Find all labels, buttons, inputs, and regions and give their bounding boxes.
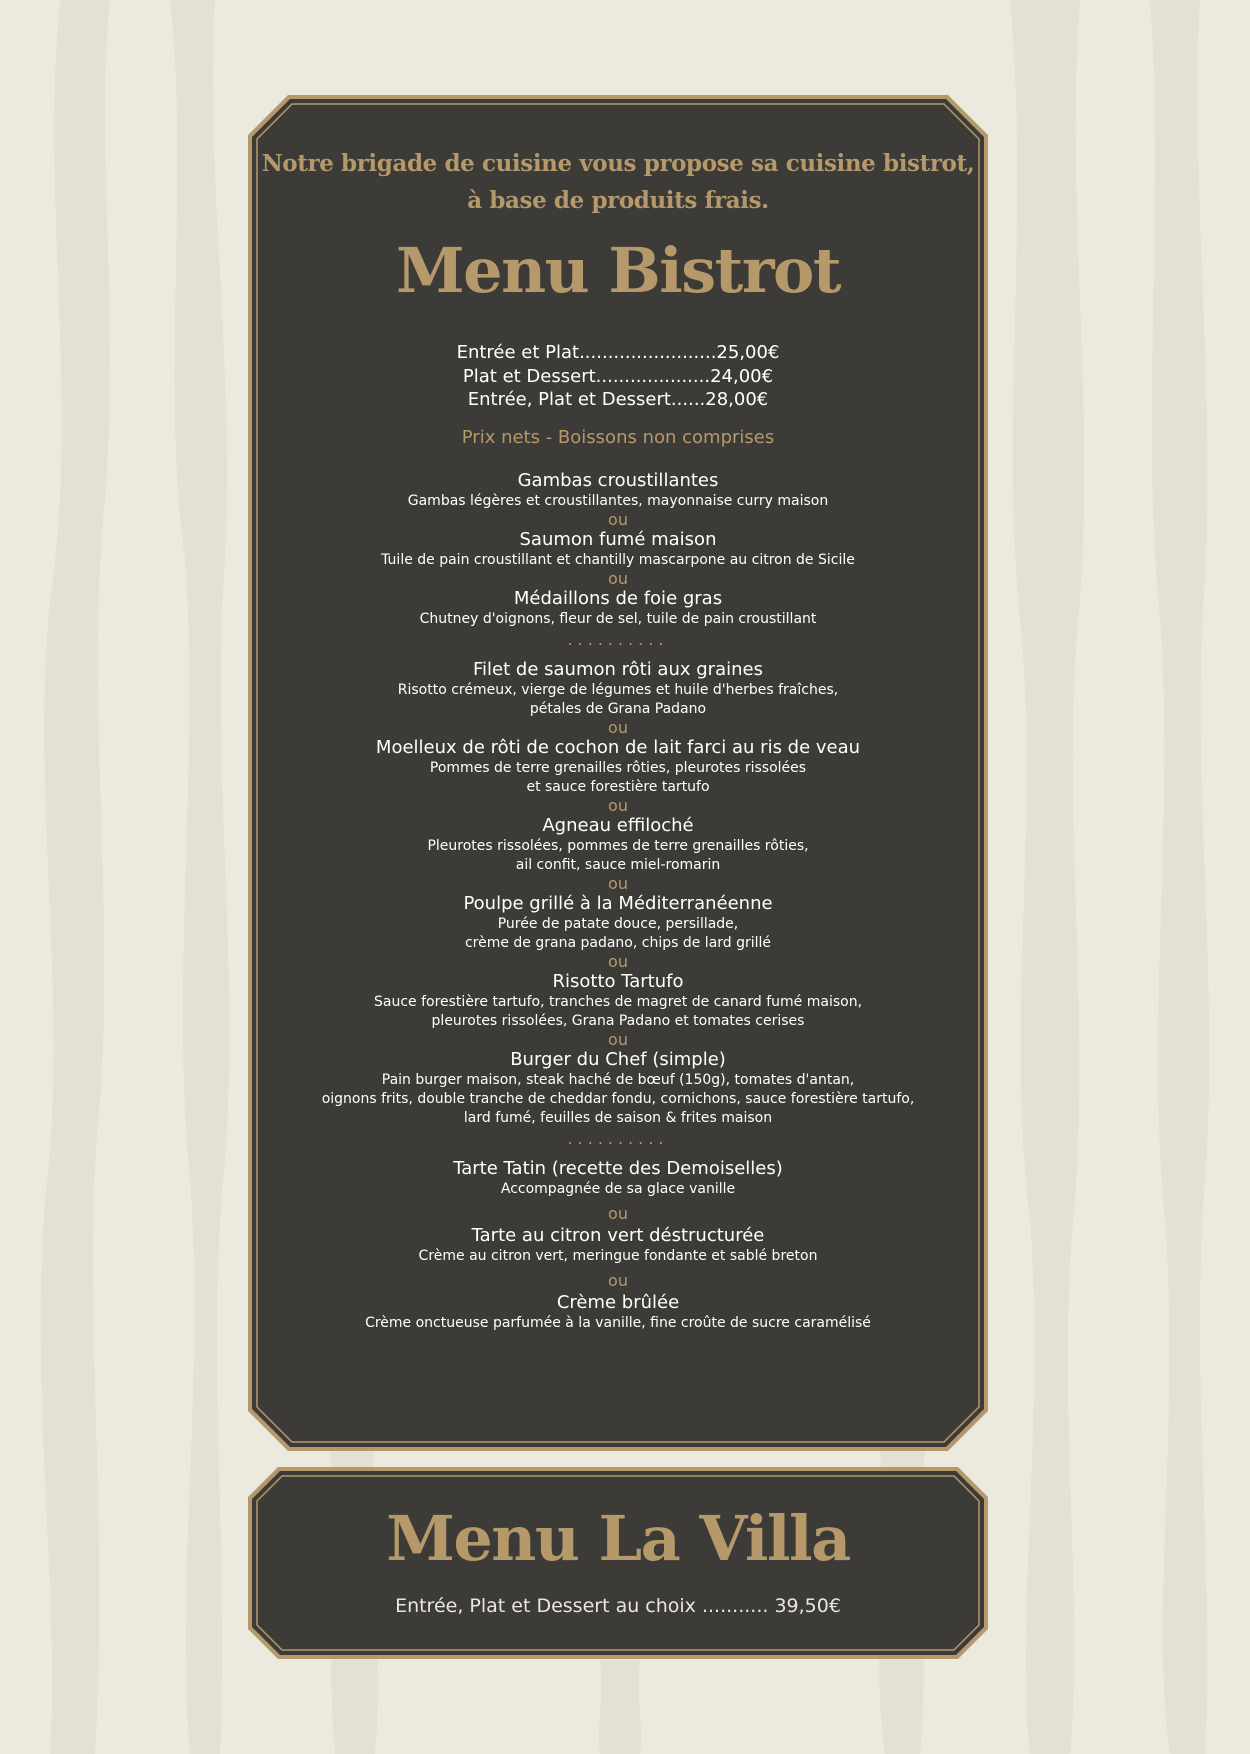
dish-description-line: crème de grana padano, chips de lard grillé (464, 934, 772, 951)
intro-text (248, 145, 988, 219)
dish-description-line: Accompagnée de sa glace vanille (500, 1180, 736, 1197)
dish-name: Agneau effiloché (542, 814, 694, 836)
or-divider: ou (608, 568, 628, 588)
price-line: Entrée et Plat........................25,00€ (456, 342, 780, 363)
dish-item (248, 1225, 988, 1266)
dish-description-line: lard fumé, feuilles de saison & frites maison (463, 1109, 773, 1126)
dish-item (248, 470, 988, 511)
dish-description-line: Risotto crémeux, vierge de légumes et huile d'herbes fraîches, (397, 681, 839, 698)
dish-description (248, 1180, 988, 1199)
dish-name: Tarte au citron vert déstructurée (471, 1224, 765, 1246)
or-divider: ou (608, 1270, 628, 1290)
dish-description-line: Gambas légères et croustillantes, mayonnaise curry maison (407, 492, 829, 509)
dish-item (248, 1292, 988, 1333)
dish-description-line: et sauce forestière tartufo (526, 778, 710, 795)
course-list (248, 470, 988, 1333)
dish-description-line: Pleurotes rissolées, pommes de terre grenailles rôties, (427, 837, 809, 854)
dish-description (248, 551, 988, 570)
dish-description-line: Crème onctueuse parfumée à la vanille, fine croûte de sucre caramélisé (365, 1314, 871, 1331)
dish-item (248, 529, 988, 570)
dish-name: Moelleux de rôti de cochon de lait farci au ris de veau (375, 736, 861, 758)
course-separator: .......... (567, 629, 669, 649)
dish-description-line: oignons frits, double tranche de cheddar fondu, cornichons, sauce forestière tartufo, (321, 1090, 915, 1107)
or-divider: ou (608, 795, 628, 815)
price-line: Plat et Dessert....................24,00€ (462, 365, 774, 387)
dish-name: Saumon fumé maison (519, 528, 717, 550)
menu-villa-title: Menu La Villa (386, 1502, 850, 1575)
dish-name: Risotto Tartufo (552, 970, 684, 992)
intro-line: à base de produits frais. (467, 187, 769, 214)
dish-description (248, 1314, 988, 1333)
price-line: Entrée, Plat et Dessert......28,00€ (467, 389, 769, 410)
dish-item (248, 971, 988, 1031)
villa-price: Entrée, Plat et Dessert au choix ........... 39,50€ (395, 1595, 841, 1617)
dish-description (248, 1247, 988, 1266)
dish-item (248, 815, 988, 875)
price-note: Prix nets - Boissons non comprises (461, 426, 775, 448)
dish-description-line: Crème au citron vert, meringue fondante et sablé breton (418, 1247, 818, 1264)
dish-name: Tarte Tatin (recette des Demoiselles) (453, 1157, 783, 1179)
dish-name: Médaillons de foie gras (513, 587, 723, 609)
intro-line: Notre brigade de cuisine vous propose sa cuisine bistrot, (261, 150, 975, 177)
dish-item (248, 737, 988, 797)
course-separator: .......... (567, 1128, 669, 1148)
dish-description (248, 1071, 988, 1128)
dish-description-line: pleurotes rissolées, Grana Padano et tomates cerises (431, 1012, 805, 1029)
or-divider: ou (608, 1029, 628, 1049)
dish-name: Crème brûlée (556, 1291, 680, 1313)
dish-name: Burger du Chef (simple) (510, 1048, 726, 1070)
dish-description-line: Purée de patate douce, persillade, (497, 915, 739, 932)
dish-description (248, 681, 988, 719)
dish-description-line: Sauce forestière tartufo, tranches de magret de canard fumé maison, (373, 993, 863, 1010)
dish-description-line: Chutney d'oignons, fleur de sel, tuile de pain croustillant (419, 610, 817, 627)
price-list (248, 341, 988, 412)
dish-description-line: Pain burger maison, steak haché de bœuf (150g), tomates d'antan, (381, 1071, 855, 1088)
menu-bistrot-title: Menu Bistrot (396, 234, 840, 307)
dish-item (248, 1158, 988, 1199)
dish-description-line: Tuile de pain croustillant et chantilly mascarpone au citron de Sicile (381, 551, 855, 568)
or-divider: ou (608, 717, 628, 737)
dish-description-line: pétales de Grana Padano (529, 700, 707, 717)
dish-item (248, 893, 988, 953)
or-divider: ou (608, 1203, 628, 1223)
dish-description (248, 759, 988, 797)
dish-description (248, 915, 988, 953)
dish-description-line: ail confit, sauce miel-romarin (515, 856, 721, 873)
menu-bistrot-panel (248, 95, 988, 1451)
dish-description (248, 837, 988, 875)
or-divider: ou (608, 951, 628, 971)
dish-name: Filet de saumon rôti aux graines (473, 658, 763, 680)
dish-item (248, 588, 988, 629)
dish-description-line: Pommes de terre grenailles rôties, pleurotes rissolées (429, 759, 807, 776)
dish-name: Poulpe grillé à la Méditerranéenne (463, 892, 773, 914)
dish-description (248, 492, 988, 511)
dish-description (248, 610, 988, 629)
dish-description (248, 993, 988, 1031)
dish-item (248, 659, 988, 719)
or-divider: ou (608, 873, 628, 893)
menu-villa-panel (248, 1467, 988, 1659)
or-divider: ou (608, 509, 628, 529)
dish-name: Gambas croustillantes (517, 469, 719, 491)
dish-item (248, 1049, 988, 1128)
